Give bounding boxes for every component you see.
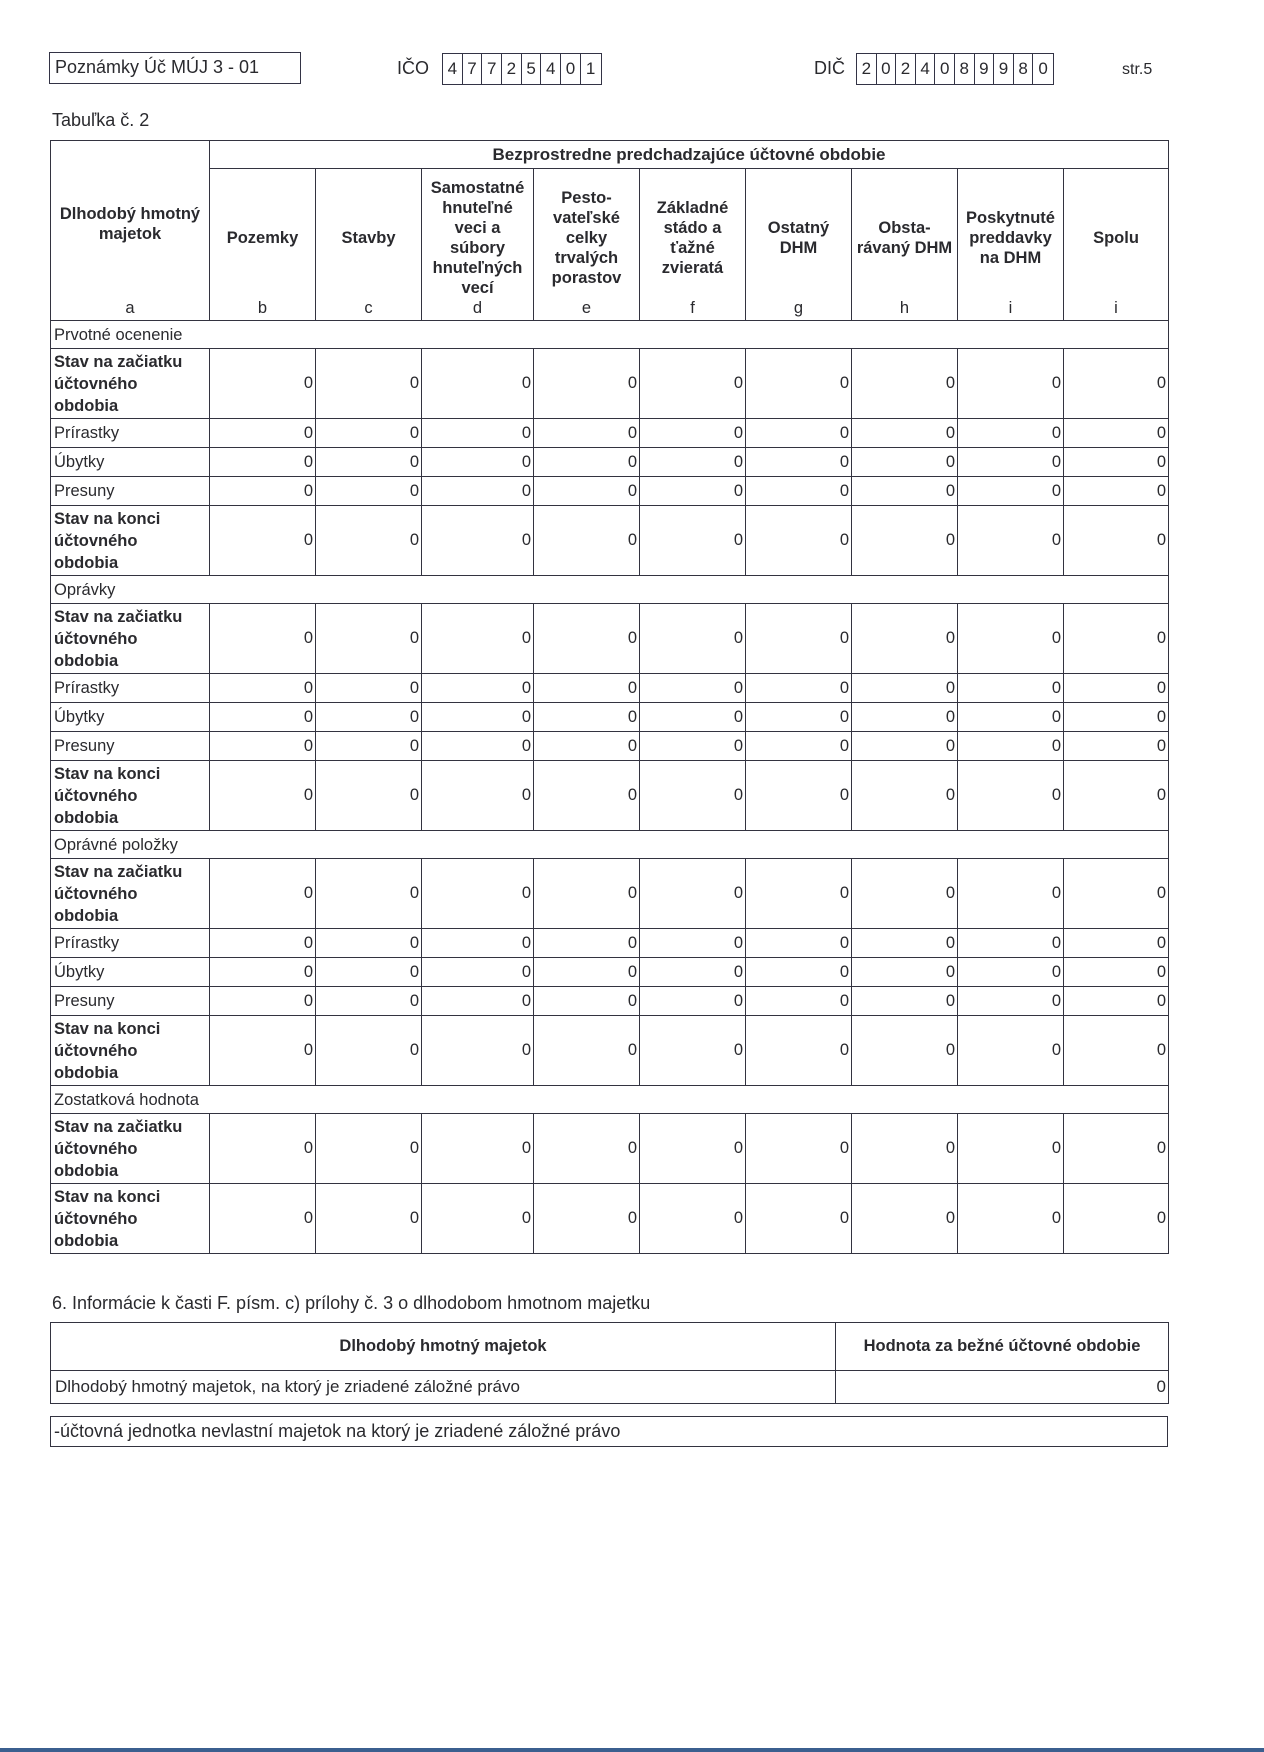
value-cell: 0 (210, 987, 316, 1016)
value-cell: 0 (958, 604, 1064, 674)
table-row (51, 703, 1169, 732)
value-cell: 0 (210, 604, 316, 674)
value-cell: 0 (316, 506, 422, 576)
pledge-note: -účtovná jednotka nevlastní majetok na ktorý je zriadené záložné právo (50, 1416, 1168, 1447)
value-cell: 0 (640, 703, 746, 732)
value-cell: 0 (210, 929, 316, 958)
value-cell: 0 (958, 859, 1064, 929)
value-cell: 0 (640, 349, 746, 419)
value-cell: 0 (534, 761, 640, 831)
value-cell: 0 (422, 674, 534, 703)
value-cell: 0 (534, 929, 640, 958)
value-cell: 0 (746, 958, 852, 987)
value-cell: 0 (746, 761, 852, 831)
col-header-pozemky: Pozemky b (210, 169, 316, 321)
value-cell: 0 (958, 477, 1064, 506)
row-label: Stav na začiatku účtovného obdobia (51, 859, 210, 929)
value-cell: 0 (852, 1184, 958, 1254)
value-cell: 0 (852, 732, 958, 761)
col-header-ostatny-dhm: Ostatný DHM g (746, 169, 852, 321)
value-cell: 0 (316, 703, 422, 732)
value-cell: 0 (746, 349, 852, 419)
value-cell: 0 (852, 859, 958, 929)
value-cell: 0 (746, 506, 852, 576)
value-cell: 0 (958, 448, 1064, 477)
col-header-stavby: Stavby c (316, 169, 422, 321)
table-row (51, 761, 1169, 831)
value-cell: 0 (210, 958, 316, 987)
table-row (51, 1114, 1169, 1184)
value-cell: 0 (422, 958, 534, 987)
value-cell: 0 (316, 1016, 422, 1086)
value-cell: 0 (422, 1184, 534, 1254)
value-cell: 0 (746, 732, 852, 761)
value-cell: 0 (316, 674, 422, 703)
value-cell: 0 (422, 506, 534, 576)
value-cell: 0 (640, 674, 746, 703)
row-label: Stav na začiatku účtovného obdobia (51, 1114, 210, 1184)
col-header-preddavky: Poskytnuté preddavky na DHM i (958, 169, 1064, 321)
value-cell: 0 (852, 987, 958, 1016)
value-cell: 0 (746, 703, 852, 732)
value-cell: 0 (746, 859, 852, 929)
table-row (51, 987, 1169, 1016)
row-label: Stav na začiatku účtovného obdobia (51, 349, 210, 419)
value-cell: 0 (1064, 477, 1169, 506)
value-cell: 0 (422, 987, 534, 1016)
ico-digit: 7 (482, 54, 502, 84)
row-label: Úbytky (51, 448, 210, 477)
value-cell: 0 (422, 349, 534, 419)
value-cell: 0 (1064, 987, 1169, 1016)
value-cell: 0 (210, 1114, 316, 1184)
value-cell: 0 (958, 987, 1064, 1016)
value-cell: 0 (534, 732, 640, 761)
value-cell: 0 (210, 674, 316, 703)
value-cell: 0 (958, 929, 1064, 958)
value-cell: 0 (640, 1016, 746, 1086)
scan-edge-divider (0, 1748, 1264, 1752)
value-cell: 0 (210, 859, 316, 929)
value-cell: 0 (534, 958, 640, 987)
dic-digit: 0 (1038, 59, 1048, 78)
dic-digit: 0 (877, 54, 897, 84)
ico-digit: 5 (522, 54, 542, 84)
value-cell: 0 (640, 506, 746, 576)
value-cell: 0 (316, 929, 422, 958)
value-cell: 0 (640, 958, 746, 987)
dic-digit: 8 (955, 54, 975, 84)
value-cell: 0 (534, 349, 640, 419)
value-cell: 0 (640, 987, 746, 1016)
table-row (51, 929, 1169, 958)
value-cell: 0 (1064, 732, 1169, 761)
table-row (51, 1184, 1169, 1254)
value-cell: 0 (210, 1016, 316, 1086)
row-label: Stav na konci účtovného obdobia (51, 506, 210, 576)
row-label: Prírastky (51, 929, 210, 958)
row-label: Stav na konci účtovného obdobia (51, 761, 210, 831)
value-cell: 0 (534, 419, 640, 448)
value-cell: 0 (316, 604, 422, 674)
row-label: Presuny (51, 732, 210, 761)
value-cell: 0 (316, 477, 422, 506)
row-label: Úbytky (51, 958, 210, 987)
value-cell: 0 (958, 958, 1064, 987)
value-cell: 0 (316, 732, 422, 761)
value-cell: 0 (210, 448, 316, 477)
value-cell: 0 (1064, 1016, 1169, 1086)
value-cell: 0 (640, 929, 746, 958)
section-title: Prvotné ocenenie (51, 321, 1169, 349)
value-cell: 0 (1064, 761, 1169, 831)
value-cell: 0 (852, 958, 958, 987)
value-cell: 0 (746, 1016, 852, 1086)
col-header-zakladne-stado: Základné stádo a ťažné zvieratá f (640, 169, 746, 321)
section-header-row (51, 576, 1169, 604)
dic-digit: 4 (916, 54, 936, 84)
ico-digit: 4 (541, 54, 561, 84)
table-caption: Tabuľka č. 2 (52, 110, 150, 130)
value-cell: 0 (852, 1016, 958, 1086)
value-cell: 0 (852, 448, 958, 477)
table-row (51, 604, 1169, 674)
value-cell: 0 (746, 604, 852, 674)
value-cell: 0 (746, 987, 852, 1016)
value-cell: 0 (316, 1184, 422, 1254)
value-cell: 0 (1064, 703, 1169, 732)
pledge-row-value: 0 (836, 1371, 1169, 1404)
value-cell: 0 (640, 604, 746, 674)
dic-digits (856, 53, 1054, 85)
value-cell: 0 (852, 419, 958, 448)
value-cell: 0 (958, 1184, 1064, 1254)
value-cell: 0 (534, 859, 640, 929)
value-cell: 0 (958, 674, 1064, 703)
value-cell: 0 (210, 349, 316, 419)
value-cell: 0 (210, 1184, 316, 1254)
ico-digits (442, 53, 602, 85)
dic-digit: 2 (896, 54, 916, 84)
value-cell: 0 (534, 1016, 640, 1086)
value-cell: 0 (852, 506, 958, 576)
col-header-hnutelne-veci: Samostatné hnuteľné veci a súbory hnuteľných vecí d (422, 169, 534, 321)
col-header-pestovatelske-celky: Pesto- vateľské celky trvalých porastov e (534, 169, 640, 321)
value-cell: 0 (746, 448, 852, 477)
value-cell: 0 (746, 1184, 852, 1254)
section6-title: 6. Informácie k časti F. písm. c) prílohy č. 3 o dlhodobom hmotnom majetku (52, 1293, 651, 1313)
dic-digit: 9 (994, 54, 1014, 84)
dic-digit: 9 (975, 54, 995, 84)
pledge-table (50, 1322, 1169, 1404)
value-cell: 0 (534, 1184, 640, 1254)
col-header-asset: Dlhodobý hmotný majetok a (51, 141, 210, 321)
value-cell: 0 (640, 732, 746, 761)
row-label: Prírastky (51, 674, 210, 703)
row-label: Stav na konci účtovného obdobia (51, 1016, 210, 1086)
value-cell: 0 (1064, 1114, 1169, 1184)
row-label: Úbytky (51, 703, 210, 732)
value-cell: 0 (852, 604, 958, 674)
value-cell: 0 (210, 703, 316, 732)
table-row (51, 419, 1169, 448)
value-cell: 0 (534, 604, 640, 674)
section-header-row (51, 1086, 1169, 1114)
table-row (51, 448, 1169, 477)
value-cell: 0 (640, 477, 746, 506)
value-cell: 0 (640, 419, 746, 448)
value-cell: 0 (534, 506, 640, 576)
value-cell: 0 (210, 419, 316, 448)
dic-digit: 8 (1014, 54, 1034, 84)
ico-label: IČO (397, 58, 430, 78)
table-row (51, 674, 1169, 703)
ico-digit: 2 (502, 54, 522, 84)
pledge-col-asset: Dlhodobý hmotný majetok (51, 1323, 836, 1371)
value-cell: 0 (1064, 674, 1169, 703)
value-cell: 0 (422, 929, 534, 958)
section-title: Oprávné položky (51, 831, 1169, 859)
value-cell: 0 (1064, 448, 1169, 477)
row-label: Presuny (51, 987, 210, 1016)
value-cell: 0 (422, 477, 534, 506)
value-cell: 0 (746, 477, 852, 506)
value-cell: 0 (958, 1114, 1064, 1184)
section-header-row (51, 831, 1169, 859)
value-cell: 0 (958, 703, 1064, 732)
value-cell: 0 (852, 929, 958, 958)
value-cell: 0 (958, 419, 1064, 448)
value-cell: 0 (958, 1016, 1064, 1086)
value-cell: 0 (210, 761, 316, 831)
value-cell: 0 (422, 604, 534, 674)
value-cell: 0 (422, 1016, 534, 1086)
value-cell: 0 (1064, 349, 1169, 419)
value-cell: 0 (422, 419, 534, 448)
value-cell: 0 (852, 674, 958, 703)
section-title: Oprávky (51, 576, 1169, 604)
value-cell: 0 (640, 448, 746, 477)
value-cell: 0 (1064, 506, 1169, 576)
value-cell: 0 (316, 349, 422, 419)
value-cell: 0 (958, 349, 1064, 419)
pledge-row-label: Dlhodobý hmotný majetok, na ktorý je zriadené záložné právo (51, 1371, 836, 1404)
value-cell: 0 (958, 732, 1064, 761)
value-cell: 0 (1064, 859, 1169, 929)
row-label: Presuny (51, 477, 210, 506)
value-cell: 0 (746, 1114, 852, 1184)
dic-digit: 2 (857, 54, 877, 84)
value-cell: 0 (422, 761, 534, 831)
value-cell: 0 (1064, 958, 1169, 987)
value-cell: 0 (422, 703, 534, 732)
ico-digit: 1 (585, 59, 596, 78)
col-header-spolu: Spolu i (1064, 169, 1169, 321)
value-cell: 0 (852, 703, 958, 732)
ico-digit: 0 (561, 54, 581, 84)
value-cell: 0 (422, 1114, 534, 1184)
value-cell: 0 (1064, 1184, 1169, 1254)
value-cell: 0 (210, 506, 316, 576)
ico-digit: 4 (443, 54, 463, 84)
value-cell: 0 (534, 987, 640, 1016)
value-cell: 0 (316, 448, 422, 477)
value-cell: 0 (746, 674, 852, 703)
value-cell: 0 (316, 958, 422, 987)
value-cell: 0 (1064, 419, 1169, 448)
row-label: Prírastky (51, 419, 210, 448)
pledge-col-value: Hodnota za bežné účtovné obdobie (836, 1323, 1169, 1371)
section-title: Zostatková hodnota (51, 1086, 1169, 1114)
value-cell: 0 (316, 761, 422, 831)
value-cell: 0 (640, 1184, 746, 1254)
table-row (51, 349, 1169, 419)
value-cell: 0 (640, 761, 746, 831)
value-cell: 0 (1064, 929, 1169, 958)
fixed-assets-table (50, 140, 1169, 1254)
value-cell: 0 (958, 761, 1064, 831)
value-cell: 0 (852, 1114, 958, 1184)
value-cell: 0 (534, 1114, 640, 1184)
period-header: Bezprostredne predchadzajúce účtovné obdobie (210, 141, 1169, 169)
value-cell: 0 (640, 859, 746, 929)
page-number: str.5 (1122, 61, 1153, 78)
ico-digit: 7 (463, 54, 483, 84)
dic-label: DIČ (814, 58, 845, 78)
row-label: Stav na konci účtovného obdobia (51, 1184, 210, 1254)
value-cell: 0 (1064, 604, 1169, 674)
value-cell: 0 (422, 448, 534, 477)
table-row (51, 1016, 1169, 1086)
value-cell: 0 (422, 732, 534, 761)
table-row (51, 859, 1169, 929)
value-cell: 0 (316, 419, 422, 448)
value-cell: 0 (210, 477, 316, 506)
row-label: Stav na začiatku účtovného obdobia (51, 604, 210, 674)
value-cell: 0 (210, 732, 316, 761)
value-cell: 0 (534, 674, 640, 703)
dic-digit: 0 (935, 54, 955, 84)
value-cell: 0 (534, 477, 640, 506)
value-cell: 0 (534, 448, 640, 477)
value-cell: 0 (534, 703, 640, 732)
table-row (51, 732, 1169, 761)
form-title: Poznámky Úč MÚJ 3 - 01 (49, 52, 301, 84)
value-cell: 0 (316, 987, 422, 1016)
value-cell: 0 (852, 761, 958, 831)
section-header-row (51, 321, 1169, 349)
value-cell: 0 (852, 349, 958, 419)
value-cell: 0 (640, 1114, 746, 1184)
value-cell: 0 (958, 506, 1064, 576)
table-row (51, 506, 1169, 576)
value-cell: 0 (316, 859, 422, 929)
value-cell: 0 (852, 477, 958, 506)
value-cell: 0 (746, 929, 852, 958)
table-row (51, 477, 1169, 506)
value-cell: 0 (316, 1114, 422, 1184)
value-cell: 0 (422, 859, 534, 929)
table-row (51, 958, 1169, 987)
col-header-obstaravany-dhm: Obsta- rávaný DHM h (852, 169, 958, 321)
value-cell: 0 (746, 419, 852, 448)
